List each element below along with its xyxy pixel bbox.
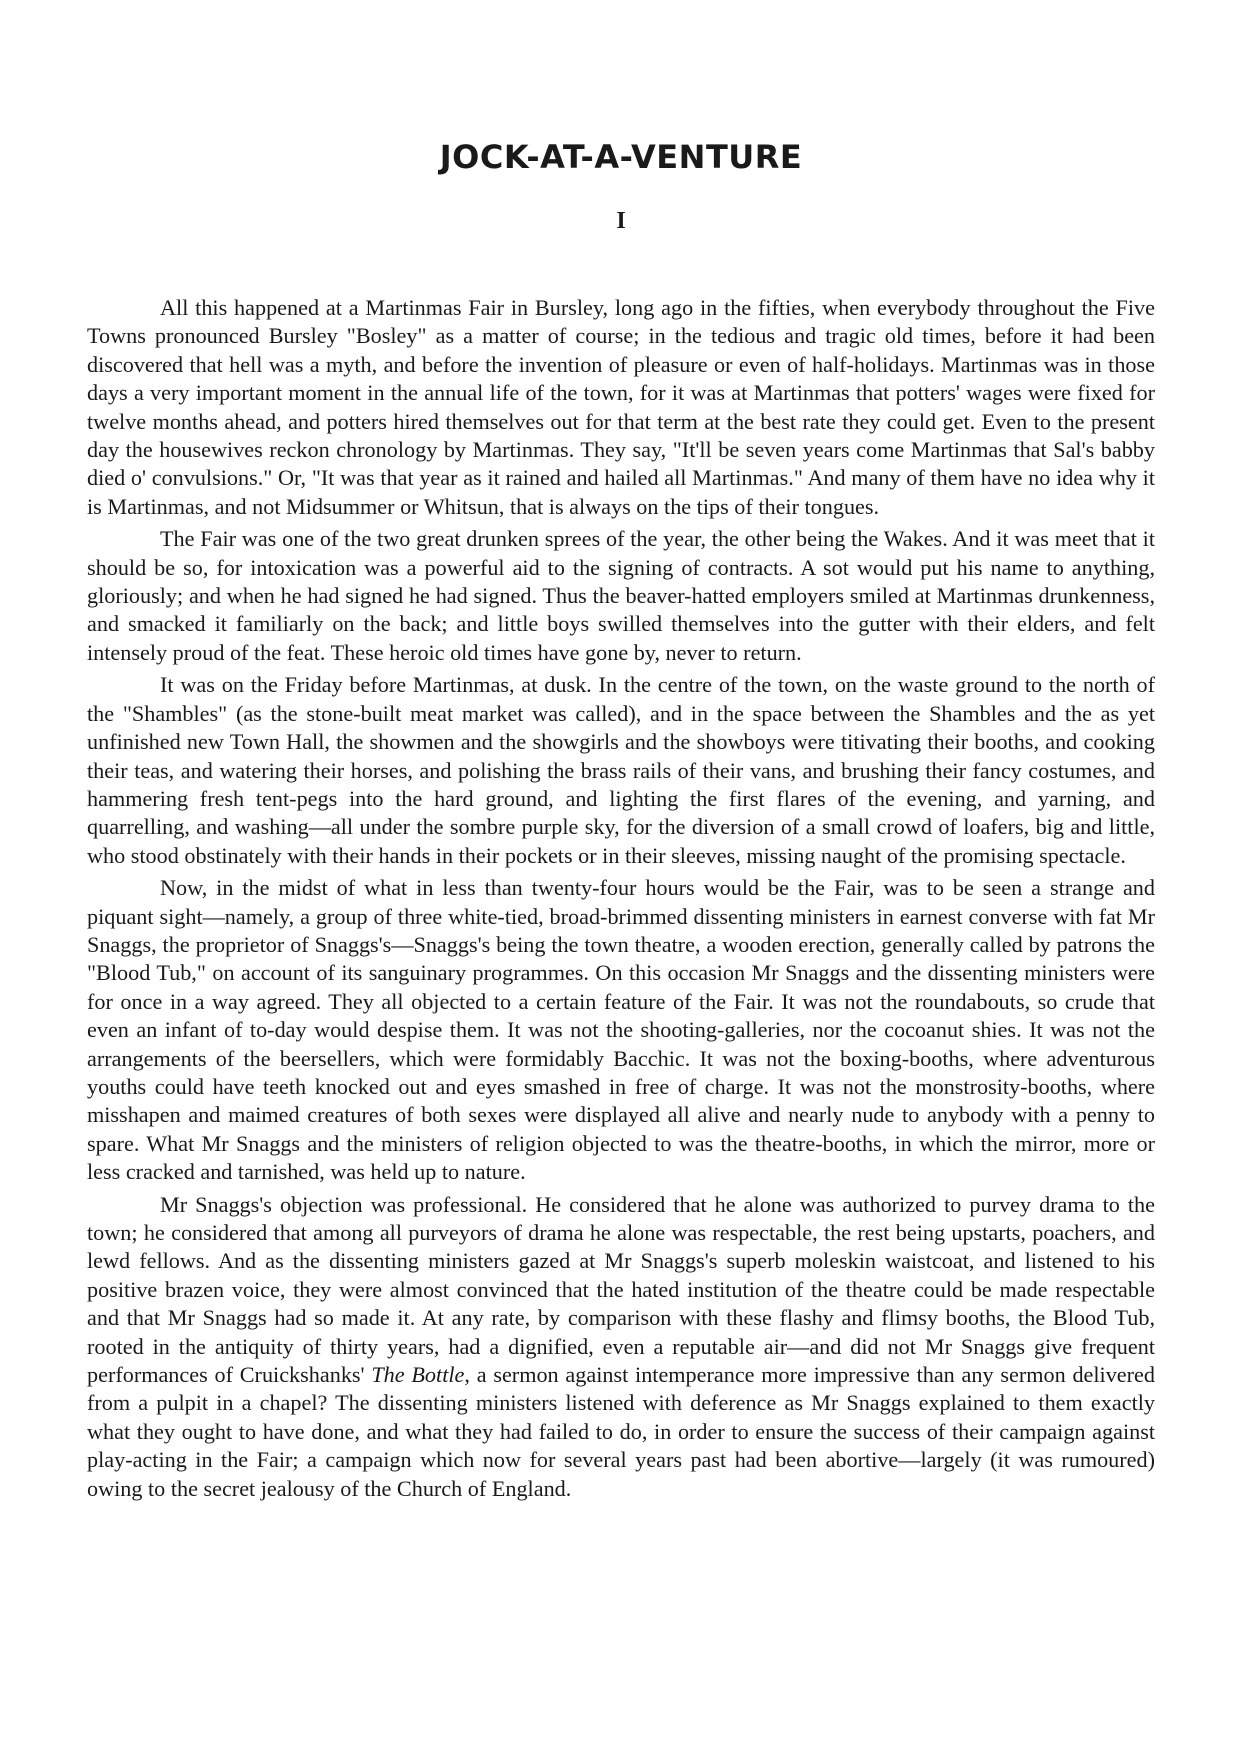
paragraph: All this happened at a Martinmas Fair in Bursley, long ago in the fifties, when everybody throughout the Five Towns pronounced Bursley "Bosley" as a matter of course; in the tedious and tragic old times, before it had been discovered that hell was a myth, and before the invention of pleasure or even of half-holidays. Martinmas was in those days a very important moment in the annual life of the town, for it was at Martinmas that potters' wages were fixed for twelve months ahead, and potters hired themselves out for that term at the best rate they could get. Even to the present day the housewives reckon chronology by Martinmas. They say, "It'll be seven years come Martinmas that Sal's babby died o' convulsions." Or, "It was that year as it rained and hailed all Martinmas." And many of them have no idea why it is Martinmas, and not Midsummer or Whitsun, that is always on the tips of their tongues.: [87, 295, 1155, 519]
book-title: The Bottle: [371, 1362, 465, 1388]
paragraph: It was on the Friday before Martinmas, at dusk. In the centre of the town, on the waste ground to the north of the "Shambles" (as the stone-built meat market was called), and in the space between the Shambles and the as yet unfinished new Town Hall, the showmen and the showgirls and the showboys were titivating their booths, and cooking their teas, and watering their horses, and polishing the brass rails of their vans, and brushing their fancy costumes, and hammering fresh tent-pegs into the hard ground, and lighting the first flares of the evening, and yarning, and quarrelling, and washing—all under the sombre purple sky, for the diversion of a small crowd of loafers, big and little, who stood obstinately with their hands in their pockets or in their sleeves, missing naught of the promising spectacle.: [87, 672, 1155, 868]
paragraph-text: Mr Snaggs's objection was professional. He considered that he alone was authorized to purvey drama to the town; he considered that among all purveyors of drama he alone was respectable, the rest being upstarts, poachers, and lewd fellows. And as the dissenting ministers gazed at Mr Snaggs's superb moleskin waistcoat, and listened to his positive brazen voice, they were almost convinced that the hated institution of the theatre could be made respectable and that Mr Snaggs had so made it. At any rate, by comparison with these flashy and flimsy booths, the Blood Tub, rooted in the antiquity of thirty years, had a dignified, even a reputable air—and did not Mr Snaggs give frequent performances of Cruickshanks': [87, 1191, 1155, 1388]
paragraph-text: , a sermon against intemperance more impressive than any sermon delivered from a pulpit in a chapel? The dissenting ministers listened with deference as Mr Snaggs explained to them exactly what they ought to have done, and what they had failed to do, in order to ensure the success of their campaign against play-acting in the Fair; a campaign which now for several years past had been abortive—largely (it was rumoured) owing to the secret jealousy of the Church of England.: [87, 1362, 1155, 1501]
chapter-heading: I: [616, 208, 626, 234]
paragraph: [87, 1191, 1155, 1503]
body-text: [87, 294, 1155, 1507]
paragraph: Now, in the midst of what in less than twenty-four hours would be the Fair, was to be seen a strange and piquant sight—namely, a group of three white-tied, broad-brimmed dissenting ministers in earnest converse with fat Mr Snaggs, the proprietor of Snaggs's—Snaggs's being the town theatre, a wooden erection, generally called by patrons the "Blood Tub," on account of its sanguinary programmes. On this occasion Mr Snaggs and the dissenting ministers were for once in a way agreed. They all objected to a certain feature of the Fair. It was not the roundabouts, so crude that even an infant of to-day would despise them. It was not the shooting-galleries, nor the cocoanut shies. It was not the arrangements of the beersellers, which were formidably Bacchic. It was not the boxing-booths, where adventurous youths could have teeth knocked out and eyes smashed in free of charge. It was not the monstrosity-booths, where misshapen and maimed creatures of both sexes were displayed all alive and nearly nude to anybody with a penny to spare. What Mr Snaggs and the ministers of religion objected to was the theatre-booths, in which the mirror, more or less cracked and tarnished, was held up to nature.: [87, 875, 1155, 1185]
paragraph: The Fair was one of the two great drunken sprees of the year, the other being the Wakes. And it was meet that it should be so, for intoxication was a powerful aid to the signing of contracts. A sot would put his name to anything, gloriously; and when he had signed he had signed. Thus the beaver-hatted employers smiled at Martinmas drunkenness, and smacked it familiarly on the back; and little boys swilled themselves into the gutter with their elders, and felt intensely proud of the feat. These heroic old times have gone by, never to return.: [87, 526, 1155, 665]
story-title: JOCK-AT-A-VENTURE: [439, 138, 803, 176]
